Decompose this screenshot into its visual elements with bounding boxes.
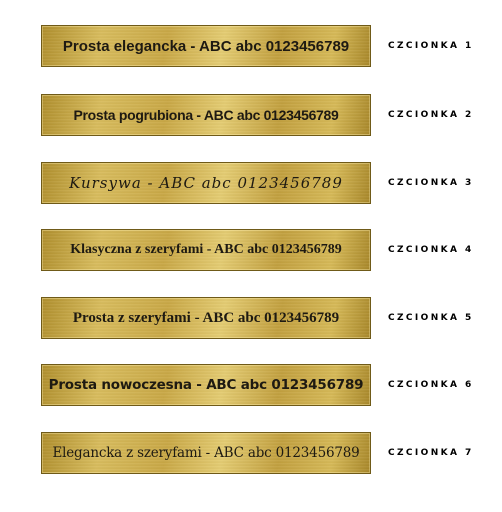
plate-text-6: Prosta nowoczesna - ABC abc 0123456789 <box>48 377 364 393</box>
plate-text-7: Elegancka z szeryfami - ABC abc 0123456789 <box>52 445 360 461</box>
plate-text-3: Kursywa - ABC abc 0123456789 <box>69 174 343 192</box>
gold-plate-sample-7 <box>41 432 371 474</box>
plate-text-2: Prosta pogrubiona - ABC abc 0123456789 <box>73 107 339 123</box>
gold-plate-sample-1 <box>41 25 371 67</box>
plate-text-5: Prosta z szeryfami - ABC abc 0123456789 <box>72 309 340 326</box>
gold-plate-sample-2 <box>41 94 371 136</box>
font-label-2: CZCIONKA 2 <box>388 110 474 120</box>
font-label-4: CZCIONKA 4 <box>388 245 474 255</box>
font-label-5: CZCIONKA 5 <box>388 313 474 323</box>
font-label-3: CZCIONKA 3 <box>388 178 474 188</box>
font-label-7: CZCIONKA 7 <box>388 448 474 458</box>
gold-plate-sample-3 <box>41 162 371 204</box>
plate-text-4: Klasyczna z szeryfami - ABC abc 0123456789 <box>70 242 342 257</box>
gold-plate-sample-4 <box>41 229 371 271</box>
gold-plate-sample-6 <box>41 364 371 406</box>
font-label-6: CZCIONKA 6 <box>388 380 474 390</box>
gold-plate-sample-5 <box>41 297 371 339</box>
font-label-1: CZCIONKA 1 <box>388 41 474 51</box>
plate-text-1: Prosta elegancka - ABC abc 0123456789 <box>62 37 350 55</box>
